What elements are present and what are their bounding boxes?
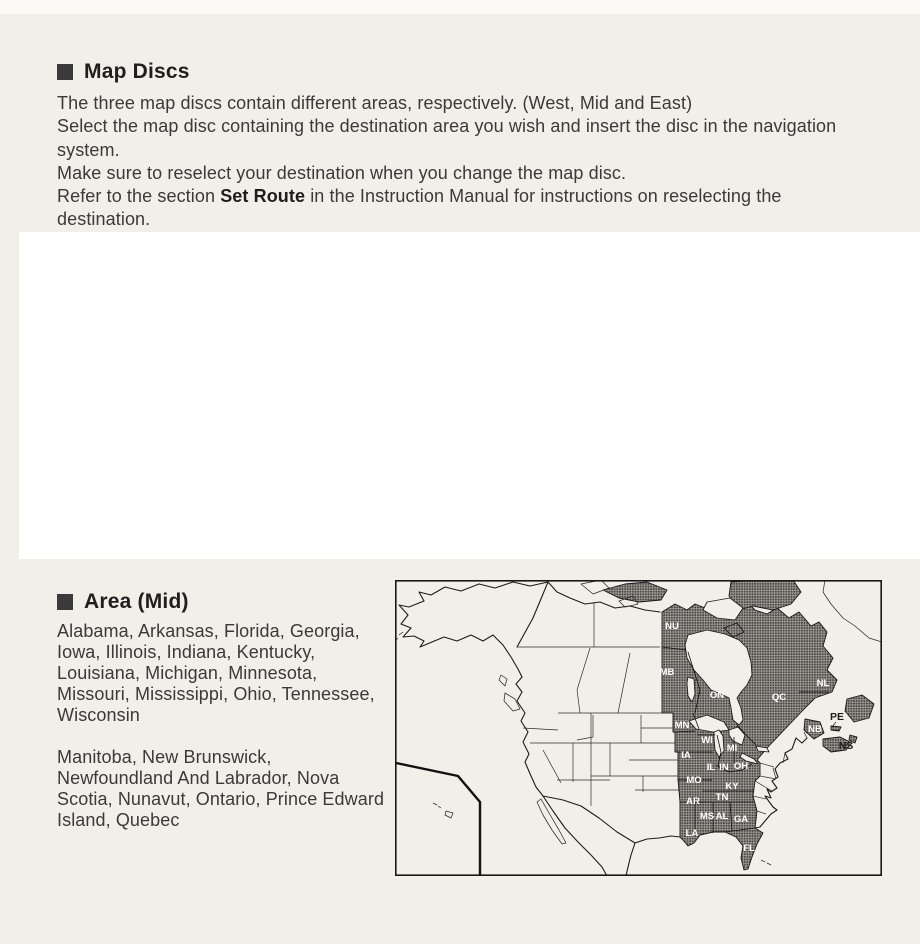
set-route-bold: Set Route [220,186,306,207]
greenland [823,580,882,642]
map-label-in: IN [719,762,729,773]
blank-figure-panel [19,232,920,559]
newfoundland-island [845,695,874,722]
inset-corner-line [396,763,480,875]
alaska-canada-border [517,582,548,647]
map-label-mn: MN [674,720,690,731]
provinces-list: Manitoba, New Brunswick, Newfoundland And Labrador, Nova Scotia, Nunavut, Ontario, Prince Edward Island, Quebec [57,747,385,830]
mexico-west-coast [543,796,607,876]
map-label-ar: AR [686,796,700,807]
alaska-coast [399,582,548,677]
map-label-pe: PE [829,711,845,723]
map-label-ky: KY [725,781,739,792]
map-svg [395,580,882,876]
map-label-oh: OH [733,761,749,772]
map-label-ms: MS [699,811,715,822]
map-label-wi: WI [701,735,713,746]
mexico-east-coast [626,843,635,876]
section-bullet-icon [57,594,73,610]
florida-keys [761,860,771,865]
haida-gwaii [499,675,507,686]
section-bullet-icon [57,64,73,80]
us-mexico-border [543,796,635,843]
map-label-fl: FL [743,843,755,854]
map-discs-paragraph-1: The three map discs contain different areas, respectively. (West, Mid and East) [57,93,693,113]
north-america-map [395,580,882,876]
map-label-tn: TN [715,792,729,803]
map-discs-paragraph-2: Select the map disc containing the destination area you wish and insert the disc in the navigation system. [57,116,837,160]
aleutian-islands [396,632,403,640]
map-label-al: AL [715,811,729,822]
map-discs-paragraph-4 [57,185,837,232]
map-label-on: ON [709,690,725,701]
map-discs-heading [57,60,837,84]
map-label-nl: NL [816,678,830,689]
section-map-discs [57,60,837,232]
map-label-ns: NS [838,740,854,752]
scan-edge [0,0,920,14]
texas-gulf-coast [635,836,680,843]
map-label-mo: MO [686,775,702,786]
map-label-ga: GA [733,814,749,825]
para4-prefix: Refer to the section [57,186,221,207]
map-label-nu: NU [665,621,679,632]
map-label-ia: IA [681,750,691,761]
map-discs-paragraph-3: Make sure to reselect your destination when you change the map disc. [57,162,627,183]
list-spacer [57,726,389,747]
section-title: Map Discs [84,60,190,83]
section-title: Area (Mid) [84,590,189,613]
map-label-il: IL [706,762,716,773]
area-mid-heading [57,590,389,614]
para4-suffix: in the Instruction Manual for instructions on reselecting the destination. [57,186,782,230]
map-label-la: LA [685,828,699,839]
map-label-qc: QC [771,692,787,703]
pacific-coast [516,677,543,796]
us-states-list: Alabama, Arkansas, Florida, Georgia, Iowa, Illinois, Indiana, Kentucky, Louisiana, Michigan, Minnesota, Missouri, Mississippi, Ohio, Tennessee, Wisconsin [57,621,375,725]
map-label-mb: MB [659,667,675,678]
hawaii-islands [433,803,453,818]
baja-california [537,799,566,844]
banks-island [581,580,609,594]
map-label-nb: NB [808,724,822,735]
map-label-mi: MI [726,743,738,754]
section-area-mid [57,590,389,831]
